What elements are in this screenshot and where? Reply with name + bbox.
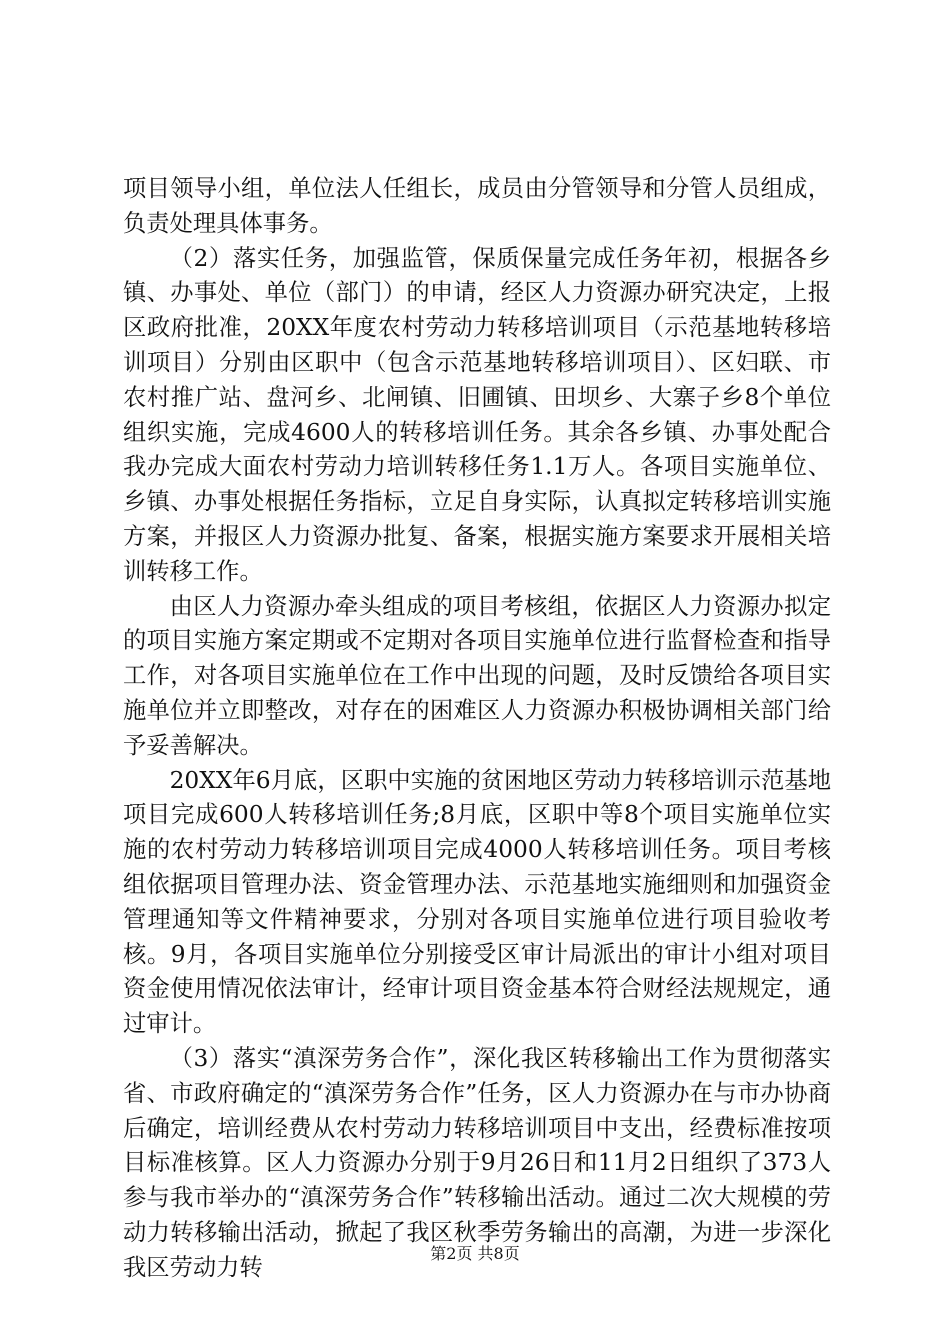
paragraph-3: 由区人力资源办牵头组成的项目考核组，依据区人力资源办拟定的项目实施方案定期或不定期对各项目实施单位进行监督检查和指导工作，对各项目实施单位在工作中出现的问题，及时反馈给各项目实施单位并立即整改，对存在的困难区人力资源办积极协调相关部门给予妥善解决。 [123,592,831,759]
paragraph-2: （2）落实任务，加强监管，保质保量完成任务年初，根据各乡镇、办事处、单位（部门）的申请，经区人力资源办研究决定，上报区政府批准，20XX年度农村劳动力转移培训项目（示范基地转移培训项目）分别由区职中（包含示范基地转移培训项目）、区妇联、市农村推广站、盘河乡、北闸镇、旧圃镇、田坝乡、大寨子乡8个单位组织实施，完成4600人的转移培训任务。其余各乡镇、办事处配合我办完成大面农村劳动力培训转移任务1.1万人。各项目实施单位、乡镇、办事处根据任务指标，立足自身实际，认真拟定转移培训实施方案，并报区人力资源办批复、备案，根据实施方案要求开展相关培训转移工作。 [123,244,831,585]
paragraph-5: （3）落实“滇深劳务合作”，深化我区转移输出工作为贯彻落实省、市政府确定的“滇深劳务合作”任务，区人力资源办在与市办协商后确定，培训经费从农村劳动力转移培训项目中支出，经费标准按项目标准核算。区人力资源办分别于9月26日和11月2日组织了373人参与我市举办的“滇深劳务合作”转移输出活动。通过二次大规模的劳动力转移输出活动，掀起了我区秋季劳务输出的高潮，为进一步深化我区劳动力转 [123,1044,831,1281]
paragraph-4: 20XX年6月底，区职中实施的贫困地区劳动力转移培训示范基地项目完成600人转移培训任务;8月底，区职中等8个项目实施单位实施的农村劳动力转移培训项目完成4000人转移培训任务。项目考核组依据项目管理办法、资金管理办法、示范基地实施细则和加强资金管理通知等文件精神要求，分别对各项目实施单位进行项目验收考核。9月，各项目实施单位分别接受区审计局派出的审计小组对项目资金使用情况依法审计，经审计项目资金基本符合财经法规规定，通过审计。 [123,766,831,1038]
document-body [123,172,831,1286]
paragraph-1: 项目领导小组，单位法人任组长，成员由分管领导和分管人员组成，负责处理具体事务。 [123,175,831,237]
page-footer: 第2页 共8页 [430,1244,520,1263]
